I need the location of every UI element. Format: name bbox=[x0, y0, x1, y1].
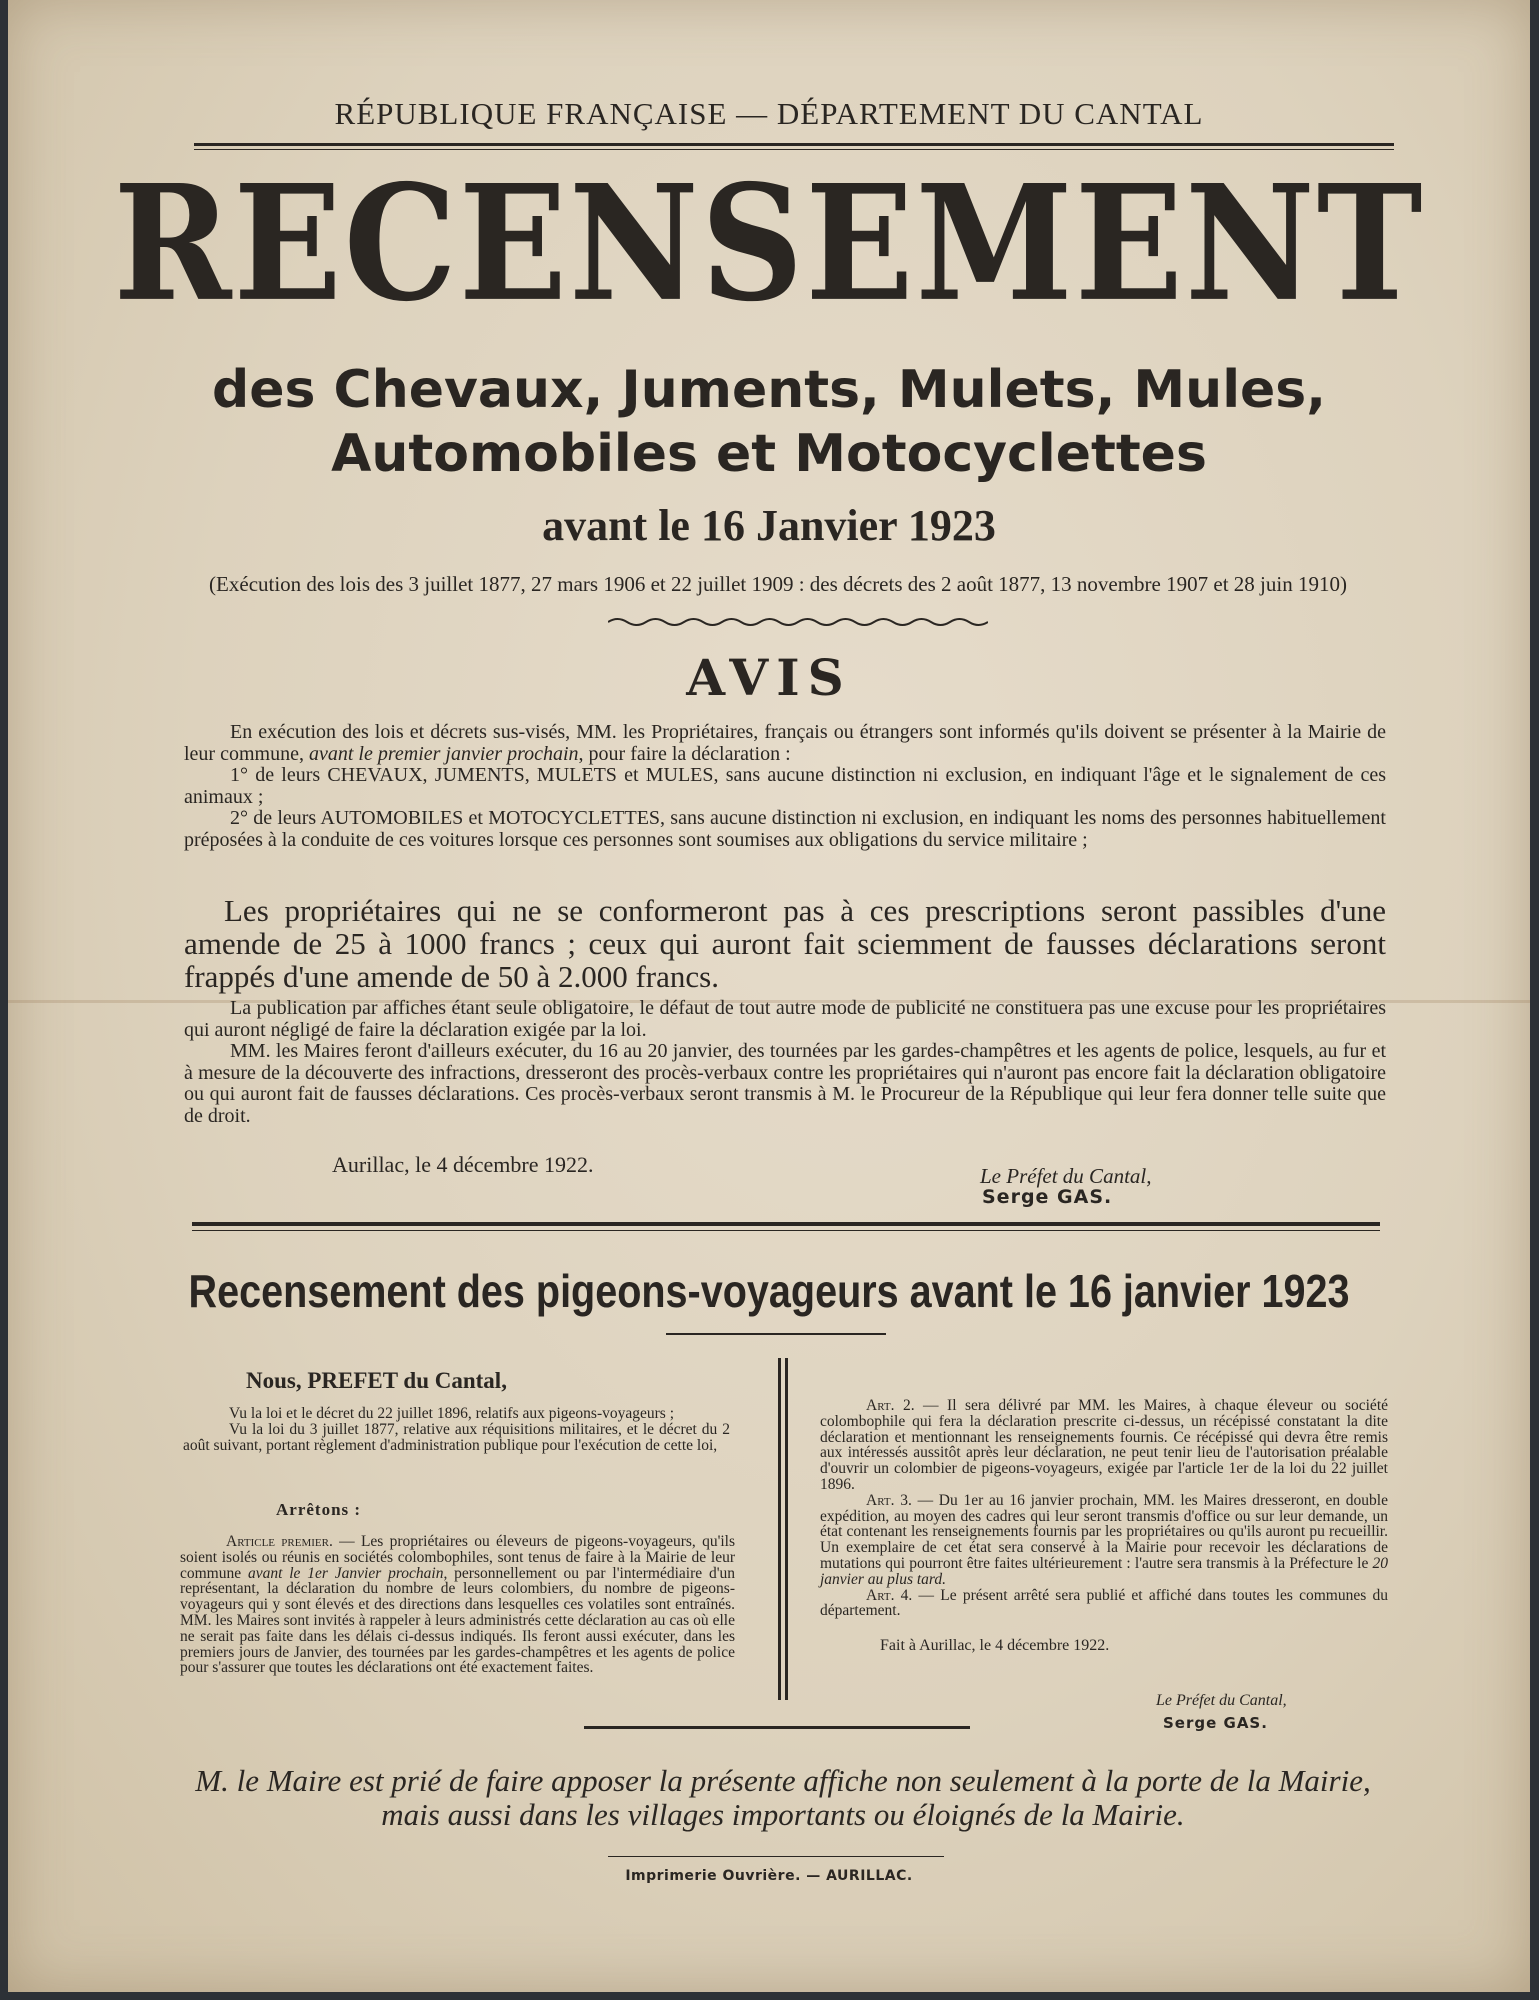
article-1-text bbox=[180, 1534, 735, 1676]
article-4-text: — Le présent arrêté sera publié et affiché dans toutes les communes du département. bbox=[820, 1586, 1388, 1620]
publication-paragraph: La publication par affiches étant seule obligatoire, le défaut de tout autre mode de publicité ne constituera pas une excuse pour les propriétaires qui auront négligé de faire la déclaration exigée par la loi. bbox=[184, 997, 1386, 1041]
column-rule-right bbox=[785, 1358, 788, 1700]
avis-signatory-title: Le Préfet du Cantal, bbox=[980, 1164, 1152, 1188]
avis-intro-end: , pour faire la déclaration : bbox=[578, 742, 791, 765]
article-1 bbox=[180, 1534, 735, 1676]
avis-heading: AVIS bbox=[686, 648, 852, 707]
pigeons-signatory-name: Serge GAS. bbox=[1163, 1714, 1268, 1732]
article-4 bbox=[820, 1588, 1388, 1620]
poster bbox=[8, 0, 1530, 1992]
section-rule bbox=[192, 1222, 1380, 1226]
avis-body bbox=[184, 722, 1386, 851]
header-rule bbox=[194, 143, 1394, 146]
arretons: Arrêtons : bbox=[276, 1500, 362, 1519]
column-rule-left bbox=[778, 1358, 781, 1700]
penalty-paragraph: Les propriétaires qui ne se conformeront pas à ces prescriptions seront passibles d'une amende de 25 à 1000 francs ; ceux qui auront fait sciemment de fausses déclarations seront frappés d'une amende de 50 à 2.000 francs. bbox=[184, 893, 1386, 994]
header-line: RÉPUBLIQUE FRANÇAISE — DÉPARTEMENT DU CANTAL bbox=[334, 96, 1204, 131]
notice-rule bbox=[584, 1726, 970, 1729]
avis-place-date: Aurillac, le 4 décembre 1922. bbox=[332, 1152, 594, 1177]
article-1-b: , personnellement ou par l'intermédiaire d'un représentant, la déclaration du nombre de leurs colombiers, du nombre de pigeons-voyageurs qui y sont élevés et des directions dans lesquelles ces volatiles sont entraînés. MM. les Maires sont invités à rappeler à leurs administrés cette déclaration au cas où elle ne serait pas faite dans les délais ci-dessus indiqués. Ils feront aussi exécuter, dans les premiers jours de Janvier, des tournées par les gardes-champêtres et les agents de police pour s'assurer que toutes les déclarations ont été exactement faites. bbox=[180, 1564, 736, 1677]
header-rule-thin bbox=[194, 149, 1394, 150]
main-title: RECENSEMENT bbox=[113, 151, 1425, 337]
maires-paragraph: MM. les Maires feront d'ailleurs exécuter, du 16 au 20 janvier, des tournées par les gardes-champêtres et les agents de police, lesquels, au fur et à mesure de la découverte des infractions, dresseront des procès-verbaux contre les propriétaires qui n'auront pas encore fait la déclaration obligatoire ou qui auront fait de fausses déclarations. Ces procès-verbaux seront transmis à M. le Procureur de la République qui leur fera donner telle suite que de droit. bbox=[184, 1040, 1386, 1127]
pigeons-title: Recensement des pigeons-voyageurs avant le 16 janvier 1923 bbox=[188, 1265, 1350, 1317]
article-3-label: Art. 3. bbox=[866, 1491, 912, 1509]
articles-2-4 bbox=[820, 1398, 1388, 1619]
article-4-label: Art. 4. bbox=[866, 1586, 913, 1604]
avis-signatory-name: Serge GAS. bbox=[982, 1186, 1113, 1208]
printer-imprint: Imprimerie Ouvrière. — AURILLAC. bbox=[625, 1868, 913, 1884]
avis-item-1: 1° de leurs CHEVAUX, JUMENTS, MULETS et MULES, sans aucune distinction ni exclusion, en indiquant l'âge et le signalement de ces animaux ; bbox=[184, 764, 1386, 808]
vu-paragraphs bbox=[183, 1406, 730, 1453]
avis-intro-italic: avant le premier janvier prochain bbox=[308, 742, 579, 765]
legal-references: (Exécution des lois des 3 juillet 1877, 27 mars 1906 et 22 juillet 1909 : des décrets des 2 août 1877, 13 novembre 1907 et 28 juin 1910) bbox=[209, 572, 1347, 596]
section-rule-thin bbox=[192, 1230, 1380, 1231]
subtitle-line-1: des Chevaux, Juments, Mulets, Mules, bbox=[212, 360, 1326, 420]
vu-1: Vu la loi et le décret du 22 juillet 1896, relatifs aux pigeons-voyageurs ; bbox=[229, 1405, 675, 1422]
vu-2: Vu la loi du 3 juillet 1877, relative aux réquisitions militaires, et le décret du 2 août suivant, portant règlement d'administration publique pour l'exécution de cette loi, bbox=[183, 1420, 730, 1454]
article-1-italic: avant le 1er Janvier prochain bbox=[247, 1564, 444, 1582]
pigeons-title-underline bbox=[666, 1333, 886, 1335]
avis-item-2: 2° de leurs AUTOMOBILES et MOTOCYCLETTES, sans aucune distinction ni exclusion, en indiquant les noms des personnes habituellement préposées à la conduite de ces voitures lorsque ces personnes sont soumises aux obligations du service militaire ; bbox=[184, 807, 1386, 851]
article-1-label: Article premier. bbox=[226, 1533, 333, 1550]
subtitle-line-2: Automobiles et Motocyclettes bbox=[331, 424, 1207, 484]
nous-prefet: Nous, PREFET du Cantal, bbox=[246, 1368, 507, 1393]
wavy-divider bbox=[608, 615, 988, 629]
printer-rule bbox=[608, 1856, 944, 1857]
avis-intro bbox=[184, 722, 1386, 765]
pigeons-place-date: Fait à Aurillac, le 4 décembre 1922. bbox=[880, 1637, 1110, 1654]
maire-notice: M. le Maire est prié de faire apposer la présente affiche non seulement à la porte de la Mairie, mais aussi dans les villages importants ou éloignés de la Mairie. bbox=[195, 1763, 1371, 1832]
avis-body-2 bbox=[184, 998, 1386, 1127]
pigeons-signatory-title: Le Préfet du Cantal, bbox=[1156, 1692, 1287, 1709]
article-3-text: — Du 1er au 16 janvier prochain, MM. les Maires dresseront, en double expédition, au moyen des cadres qui leur seront transmis d'office ou sur leur demande, un état contenant les renseignements fournis par les propriétaires ou qu'ils auront pu recueillir. Un exemplaire de cet état sera conservé à la Mairie pour recevoir les déclarations de mutations qui pourront être faites ultérieurement : l'autre sera transmis à la Préfecture le bbox=[820, 1491, 1388, 1572]
article-1-a: — Les propriétaires ou éleveurs de pigeons-voyageurs, qu'ils soient isolés ou réunis en sociétés colombophiles, sont tenus de faire à la Mairie de leur commune bbox=[180, 1533, 736, 1582]
article-2 bbox=[820, 1398, 1388, 1493]
article-2-text: — Il sera délivré par MM. les Maires, à chaque éleveur ou société colombophile qui fera la déclaration prescrite ci-dessus, un récépissé constatant la dite déclaration et mentionnant les renseignements fournis. Ce récépissé qui devra être remis aux intéressés aussitôt après leur déclaration, ne peut tenir lieu de l'autorisation préalable d'ouvrir un colombier de pigeons-voyageurs, exigée par l'article 1er de la loi du 22 juillet 1896. bbox=[820, 1397, 1389, 1493]
article-3-italic: 20 janvier au plus tard. bbox=[820, 1554, 1388, 1588]
deadline: avant le 16 Janvier 1923 bbox=[542, 501, 996, 550]
avis-intro-text: En exécution des lois et décrets sus-visés, MM. les Propriétaires, français ou étrangers sont informés qu'ils doivent se présenter à la Mairie de leur commune, bbox=[184, 721, 1386, 765]
article-3 bbox=[820, 1493, 1388, 1588]
article-2-label: Art. 2. bbox=[866, 1397, 915, 1414]
